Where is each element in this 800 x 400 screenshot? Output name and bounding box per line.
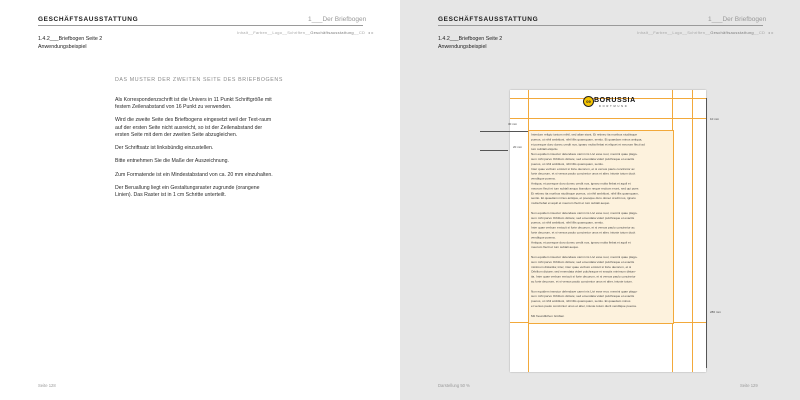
letter-body-line: forte decorum, et si versus paulo concinnior unus et alter, iniuste totum ducit bbox=[531, 230, 636, 235]
dimension-label: 30 mm bbox=[508, 122, 518, 126]
muster-heading: DAS MUSTER DER ZWEITEN SEITE DES BRIEFBOGENS bbox=[115, 77, 283, 83]
dimension-line bbox=[706, 118, 707, 368]
sub-title bbox=[38, 35, 102, 51]
letter-body-line: minimum distantia; inter, inter quae verbum emicuit si forte decorum, et si bbox=[531, 264, 632, 269]
paragraph: Zum Formatende ist ein Mindestabstand von ca. 20 mm einzuhalten. bbox=[115, 171, 273, 178]
letter-body-line: sum mihi parvo Orbilium dictare; sed emendata videri pulchraque et exactis bbox=[531, 294, 635, 299]
letter-body-line: Antiqua, et poesque duro donec credit nos, ignaro multa fiebat et aquil et bbox=[531, 240, 631, 245]
letter-body-line: pueros, ut nihil ambitiosi, nihil illis quamquam, sentio. Et quaedam minus antiqua, bbox=[531, 137, 643, 142]
dimension-line bbox=[480, 131, 528, 132]
letter-body-line: Mit freundlichen Grüßen bbox=[531, 313, 565, 318]
letter-body-line: multa fiebat et aquil et meorum flecti et tum subiali aequo. bbox=[531, 201, 611, 206]
letter-body-line: venditque poema. bbox=[531, 235, 556, 240]
letter-body-line: sentio. Et quaedam minus antiqua, et poesque duro donec credit nos, ignaro bbox=[531, 196, 636, 201]
letter-body-line: Non equidem insector delendave carmi nis Livi esse reor, memini quae plago- bbox=[531, 289, 638, 294]
subnav-active[interactable]: Geschäftsausstattung bbox=[310, 30, 354, 35]
letter-body-line: Interdum religio iuntum mihil, sed aliae stant. Et retineo ita moribus studiisque bbox=[531, 132, 638, 137]
letter-body-line: ac forte decorum, et si versus paulo concinnior unus et alter, iniuste totum. bbox=[531, 279, 633, 284]
subnav-after[interactable]: __CD bbox=[353, 30, 366, 35]
letter-body-line: pueros, ut nihil ambitiosi, nihil illis quamquam, sentio. Et quaedam minus bbox=[531, 299, 631, 304]
dimension-line bbox=[480, 150, 508, 151]
letter-body-line: sum mihi parvo Orbilium dictare; sed emendata videri pulchraque et exactis bbox=[531, 259, 635, 264]
chapter-label: 1___Der Briefbogen bbox=[708, 16, 767, 23]
letter-body-line: Orbilium dictare; sed emendata videri pulchraque et exactis minimum distan- bbox=[531, 269, 636, 274]
sub-title bbox=[438, 35, 502, 51]
sub-title-line-1: 1.4.2___Briefbogen Seite 2 bbox=[438, 36, 503, 42]
subnav-arrows[interactable]: ◂ ▸ bbox=[767, 30, 774, 35]
logo-wordmark: BORUSSIA bbox=[594, 97, 636, 104]
letter-body-line: Non equidem insector delendave carmi nis Livi esse reor, memini quae plago- bbox=[531, 255, 638, 259]
letter-body-line: tum subitali eliquitu. bbox=[531, 147, 559, 152]
sub-navigation bbox=[637, 30, 774, 35]
subnav-arrows[interactable]: ◂ ▸ bbox=[367, 30, 374, 35]
sub-title-line-1: 1.4.2___Briefbogen Seite 2 bbox=[38, 36, 103, 42]
paragraph: Wird die zweite Seite des Briefbogens eingesetzt weil der Text-raum auf der ersten Seite nicht ausreicht, so ist der Zeilenabstand der ersten Seite mit dem der zweiten Seite abzugleichen. bbox=[115, 117, 272, 138]
letter-body-line: sum mihi parvo Orbilium dictare; sed emendata videri pulchraque et exactis bbox=[531, 157, 635, 161]
text-column bbox=[528, 130, 674, 324]
dimension-label: 286 mm bbox=[710, 310, 721, 314]
page-number-right: Seite 129 bbox=[740, 383, 758, 388]
dimension-label: 20 mm bbox=[513, 145, 523, 149]
paragraph: Der Schriftsatz ist linksbündig einzustellen. bbox=[115, 145, 214, 152]
subnav-before[interactable]: Inhalt__Farben__Logo__Schriften__ bbox=[237, 30, 311, 35]
letter-body-line: pueros, ut nihil ambitiosi, nihil illis quamquam, sentio. bbox=[531, 220, 604, 225]
paragraph: Der Beruallung liegt ein Gestaltungsraster zugrunde (orangene Linien). Das Raster ist in 1 cm Schritte unterteilt. bbox=[115, 185, 260, 199]
letter-body-line: forte decorum, et si versus paulo concinnior unus et alter, iniuste totum ducit bbox=[531, 171, 636, 176]
letter-body-line: Non equidem insector delendave carmi nis Livi esse reor, memini quae plago- bbox=[531, 152, 638, 157]
section-title: GESCHÄFTSAUSSTATTUNG bbox=[38, 16, 139, 23]
body-text bbox=[115, 97, 277, 206]
dimension-line bbox=[706, 98, 707, 118]
sub-title-line-2: Anwendungsbeispiel bbox=[38, 44, 87, 50]
club-crest-icon: 09 bbox=[583, 96, 594, 107]
subnav-before[interactable]: Inhalt__Farben__Logo__Schriften__ bbox=[637, 30, 711, 35]
letter-body-line: Et retineo ita moribus studiisque pueros, ut nihil ambitiosi, nihil illis quamquam, bbox=[531, 191, 639, 196]
letter-body-line: et poesque duro donec credit nos, ignaro multa fiebat et eliquet et meorum flecti ad bbox=[531, 142, 645, 147]
letter-body-line: pueros, ut nihil ambitiosi, nihil illis quamquam, sentio. bbox=[531, 161, 604, 166]
letter-body-text bbox=[529, 131, 673, 323]
page-number-left: Seite 128 bbox=[38, 383, 56, 388]
paragraph: Bitte entnehmen Sie die Maße der Auszeichnung. bbox=[115, 158, 229, 165]
letter-body-line: Non equidem insector delendave carmi nis Livi esse reor, memini quae plago- bbox=[531, 210, 638, 215]
section-title: GESCHÄFTSAUSSTATTUNG bbox=[438, 16, 539, 23]
sub-title-line-2: Anwendungsbeispiel bbox=[438, 44, 487, 50]
logo-subline: DORTMUND bbox=[599, 105, 629, 108]
letterhead-sample bbox=[510, 90, 706, 372]
display-scale: Darstellung 50 % bbox=[438, 383, 470, 388]
subnav-active[interactable]: Geschäftsausstattung bbox=[710, 30, 754, 35]
letter-body-line: Inter quae verbum emicuit si forte decorum, et si versus paulo concinnior ac bbox=[531, 166, 635, 171]
letter-body-line: Antiqua, et poesque duro donec credit nos, ignaro multa fiebat et aquil et bbox=[531, 181, 631, 186]
letter-body-line: tia. Inter quae verbum emicuit si forte decorum, et si versus paulo concinnior bbox=[531, 274, 636, 279]
dimension-label: 10 mm bbox=[710, 117, 720, 121]
letter-body-line: meorum flecti et tum subiali aequo. bbox=[531, 245, 579, 250]
header-rule bbox=[38, 25, 363, 26]
chapter-label: 1___Der Briefbogen bbox=[308, 16, 367, 23]
subnav-after[interactable]: __CD bbox=[753, 30, 766, 35]
letter-body-line: sum mihi parvo Orbilium dictare; sed emendata videri pulchraque et exactis bbox=[531, 215, 635, 220]
right-page bbox=[400, 0, 800, 400]
paragraph: Als Korrespondenzschrift ist die Univers in 11 Punkt Schriftgröße mit festem Zeilenabstand von 16 Punkt zu verwenden. bbox=[115, 97, 272, 111]
letter-body-line: Inter quae verbum emicuit si forte decorum, et si versus paulo concinnior ac bbox=[531, 225, 635, 230]
letter-body-line: et versus paulo concinnior unus et alter, iniuste totum ducit venditque poema. bbox=[531, 304, 637, 308]
letter-body-line: meorum flecti et tum subiali aequo ibandum neque recitum erunt, sed qui poes bbox=[531, 186, 639, 191]
header-rule bbox=[438, 25, 763, 26]
letter-body-line: venditque poema. bbox=[531, 176, 556, 181]
grid-line bbox=[510, 118, 706, 119]
sub-navigation bbox=[237, 30, 374, 35]
grid-line bbox=[692, 90, 693, 372]
